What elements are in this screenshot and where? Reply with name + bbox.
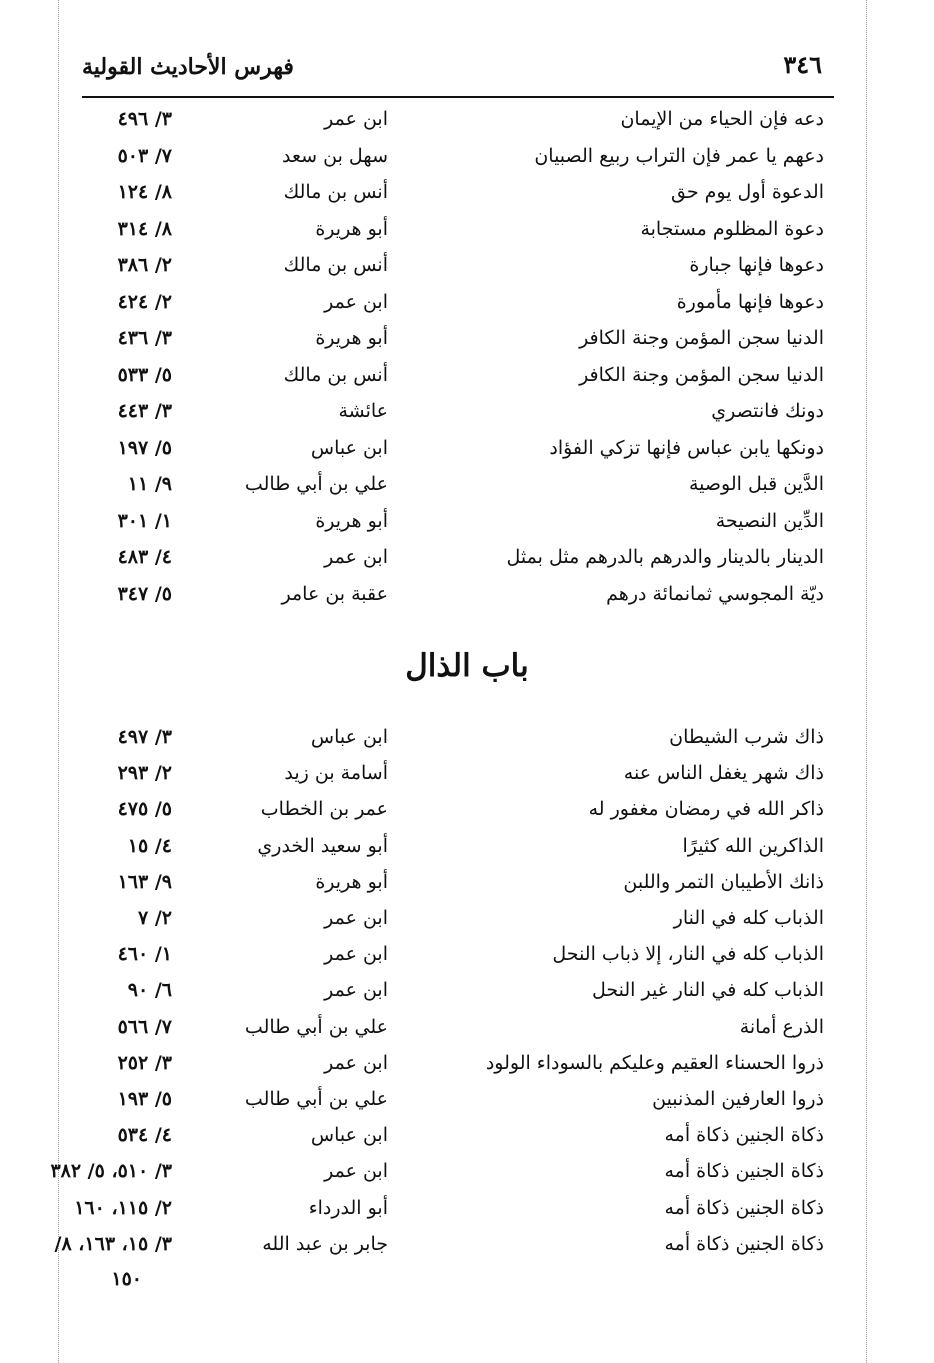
hadith-text: الدعوة أول يوم حق xyxy=(671,181,824,203)
volume-page-ref: ٥/ ٣٤٧ xyxy=(117,582,172,605)
hadith-text: الدينار بالدينار والدرهم بالدرهم مثل بمثل xyxy=(506,546,824,568)
hadith-text: دعه فإن الحياء من الإيمان xyxy=(620,108,824,130)
narrator-name: ابن عباس xyxy=(310,436,388,459)
narrator-name: عمر بن الخطاب xyxy=(260,798,388,821)
page-header xyxy=(82,50,834,90)
hadith-text: الذباب كله في النار xyxy=(673,907,824,929)
volume-page-ref: ٦/ ٩٠ xyxy=(127,979,172,1002)
narrator-name: ابن عباس xyxy=(310,726,388,748)
page-number: ٣٤٦ xyxy=(783,50,822,79)
list-item xyxy=(0,364,934,400)
list-item xyxy=(0,583,934,619)
narrator-name: أنس بن مالك xyxy=(283,254,388,276)
hadith-text: دونك فانتصري xyxy=(711,400,824,422)
hadith-text: ذاك شهر يغفل الناس عنه xyxy=(623,762,824,785)
volume-page-ref: ٣/ ٢٥٢ xyxy=(117,1051,172,1074)
list-item xyxy=(0,145,934,181)
header-rule xyxy=(82,96,834,98)
section-title-dhal: باب الذال xyxy=(405,648,529,684)
volume-page-ref: ٣/ ٥١٠، ٥/ ٣٨٢ xyxy=(50,1160,172,1183)
list-item xyxy=(0,1124,934,1160)
volume-page-ref: ٣/ ٤٣٦ xyxy=(117,327,172,349)
volume-page-ref: ٥/ ٤٧٥ xyxy=(117,798,172,821)
list-item xyxy=(0,762,934,798)
narrator-name: ابن عمر xyxy=(324,546,388,568)
list-item xyxy=(0,473,934,509)
narrator-name: أسامة بن زيد xyxy=(284,762,388,785)
list-item xyxy=(0,1016,934,1052)
volume-page-ref: ٤/ ٥٣٤ xyxy=(117,1124,172,1147)
hadith-text: ذكاة الجنين ذكاة أمه xyxy=(664,1124,824,1147)
narrator-name: أنس بن مالك xyxy=(283,363,388,386)
narrator-name: سهل بن سعد xyxy=(282,144,388,167)
list-item xyxy=(0,254,934,290)
volume-page-ref: ٥/ ١٩٧ xyxy=(117,436,172,459)
narrator-name: عائشة xyxy=(338,400,388,422)
hadith-text: دعوها فإنها جبارة xyxy=(689,254,824,276)
volume-page-ref: ٣/ ٤٤٣ xyxy=(117,400,172,422)
narrator-name: ابن عمر xyxy=(324,108,388,130)
hadith-text: دعهم يا عمر فإن التراب ربيع الصبيان xyxy=(534,144,824,167)
hadith-text: ذروا الحسناء العقيم وعليكم بالسوداء الولود xyxy=(485,1051,824,1074)
list-item xyxy=(0,979,934,1015)
hadith-text: ذكاة الجنين ذكاة أمه xyxy=(664,1232,824,1255)
volume-page-ref: ٧/ ٥٦٦ xyxy=(117,1015,172,1038)
narrator-name: ابن عمر xyxy=(324,907,388,929)
volume-page-ref: ١/ ٤٦٠ xyxy=(117,943,172,966)
hadith-text: ذكاة الجنين ذكاة أمه xyxy=(664,1160,824,1183)
hadith-text: دعوها فإنها مأمورة xyxy=(676,290,824,313)
volume-page-ref: ٥/ ١٩٣ xyxy=(117,1088,172,1110)
volume-page-ref: ٨/ ٣١٤ xyxy=(117,217,172,240)
hadith-text: الذباب كله في النار غير النحل xyxy=(591,979,824,1002)
narrator-name: أبو هريرة xyxy=(315,327,388,349)
hadith-text: ذروا العارفين المذنبين xyxy=(652,1088,824,1110)
volume-page-ref: ٩/ ١٦٣ xyxy=(117,870,172,893)
narrator-name: ابن عمر xyxy=(324,943,388,966)
list-item xyxy=(0,871,934,907)
volume-page-ref: ٣/ ١٥، ١٦٣، ٨/ xyxy=(54,1232,172,1255)
list-item xyxy=(0,1197,934,1233)
volume-page-ref: ٢/ ١١٥، ١٦٠ xyxy=(74,1196,172,1219)
hadith-text: الذرع أمانة xyxy=(739,1015,824,1038)
narrator-name: علي بن أبي طالب xyxy=(244,473,388,495)
list-item xyxy=(0,546,934,582)
list-item xyxy=(0,1233,934,1269)
list-item xyxy=(0,798,934,834)
running-title: فهرس الأحاديث القولية xyxy=(82,54,294,80)
hadith-text: الذباب كله في النار، إلا ذباب النحل xyxy=(552,943,824,966)
narrator-name: ابن عمر xyxy=(324,1160,388,1183)
narrator-name: ابن عمر xyxy=(324,979,388,1002)
list-item xyxy=(0,327,934,363)
volume-page-ref: ١/ ٣٠١ xyxy=(117,509,172,532)
list-item xyxy=(0,1160,934,1196)
list-item xyxy=(0,1052,934,1088)
hadith-text: ذانك الأطيبان التمر واللبن xyxy=(623,870,824,893)
narrator-name: أنس بن مالك xyxy=(283,181,388,203)
list-item xyxy=(0,510,934,546)
continued-ref: ١٥٠ xyxy=(111,1268,142,1290)
list-item xyxy=(0,400,934,436)
narrator-name: أبو هريرة xyxy=(315,509,388,532)
narrator-name: أبو سعيد الخدري xyxy=(257,834,388,857)
volume-page-ref: ٤/ ١٥ xyxy=(127,834,172,857)
hadith-text: ذكاة الجنين ذكاة أمه xyxy=(664,1196,824,1219)
list-item xyxy=(0,108,934,144)
list-item xyxy=(0,943,934,979)
narrator-name: جابر بن عبد الله xyxy=(262,1232,388,1255)
hadith-text: الدنيا سجن المؤمن وجنة الكافر xyxy=(579,327,824,349)
list-item xyxy=(0,835,934,871)
narrator-name: ابن عمر xyxy=(324,1051,388,1074)
narrator-name: عقبة بن عامر xyxy=(281,582,388,605)
volume-page-ref: ٩/ ١١ xyxy=(127,473,172,495)
volume-page-ref: ٢/ ٤٢٤ xyxy=(117,290,172,313)
volume-page-ref: ٨/ ١٢٤ xyxy=(117,181,172,203)
list-item xyxy=(0,437,934,473)
volume-page-ref: ٢/ ٣٨٦ xyxy=(117,254,172,276)
list-item xyxy=(0,291,934,327)
volume-page-ref: ٧/ ٥٠٣ xyxy=(117,144,172,167)
hadith-text: ديّة المجوسي ثمانمائة درهم xyxy=(606,582,824,605)
hadith-text: دعوة المظلوم مستجابة xyxy=(640,217,824,240)
narrator-name: أبو هريرة xyxy=(315,870,388,893)
hadith-text: الدنيا سجن المؤمن وجنة الكافر xyxy=(579,363,824,386)
hadith-text: دونكها يابن عباس فإنها تزكي الفؤاد xyxy=(549,436,824,459)
narrator-name: أبو هريرة xyxy=(315,217,388,240)
narrator-name: علي بن أبي طالب xyxy=(244,1015,388,1038)
narrator-name: علي بن أبي طالب xyxy=(244,1088,388,1110)
hadith-text: الدَّين قبل الوصية xyxy=(688,473,824,495)
narrator-name: ابن عباس xyxy=(310,1124,388,1147)
hadith-text: الدِّين النصيحة xyxy=(715,509,824,532)
list-item xyxy=(0,726,934,762)
hadith-text: ذاكر الله في رمضان مغفور له xyxy=(588,798,824,821)
hadith-text: الذاكرين الله كثيرًا xyxy=(682,834,824,857)
list-item xyxy=(0,1088,934,1124)
volume-page-ref: ٣/ ٤٩٧ xyxy=(117,726,172,748)
narrator-name: أبو الدرداء xyxy=(308,1196,388,1219)
volume-page-ref: ٢/ ٢٩٣ xyxy=(117,762,172,785)
volume-page-ref: ٤/ ٤٨٣ xyxy=(117,546,172,568)
volume-page-ref: ٥/ ٥٣٣ xyxy=(117,363,172,386)
narrator-name: ابن عمر xyxy=(324,290,388,313)
volume-page-ref: ٣/ ٤٩٦ xyxy=(117,108,172,130)
list-item xyxy=(0,907,934,943)
hadith-text: ذاك شرب الشيطان xyxy=(669,726,824,748)
volume-page-ref: ٢/ ٧ xyxy=(138,907,172,929)
list-item xyxy=(0,181,934,217)
list-item xyxy=(0,218,934,254)
